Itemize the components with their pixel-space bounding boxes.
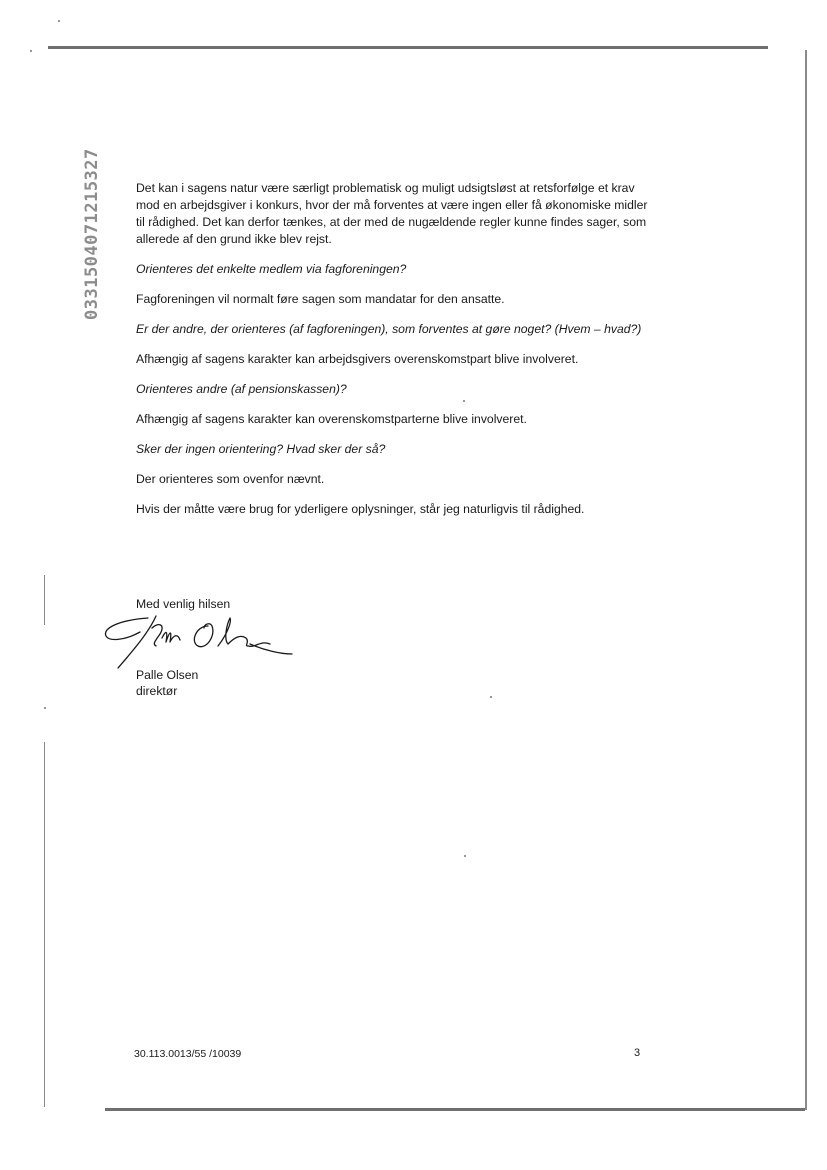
answer-paragraph: Fagforeningen vil normalt føre sagen som mandatar for den ansatte.: [136, 292, 505, 306]
archive-stamp: 0331504071215327: [82, 148, 102, 320]
closing-phrase: Med venlig hilsen: [136, 597, 231, 611]
bottom-scan-rule: [105, 1108, 805, 1111]
answer-paragraph: Hvis der måtte være brug for yderligere oplysninger, står jeg naturligvis til rådighed.: [136, 502, 585, 516]
question-paragraph: Orienteres andre (af pensionskassen)?: [136, 382, 347, 396]
scan-speck: [464, 855, 466, 857]
answer-paragraph: Afhængig af sagens karakter kan overenskomstparterne blive involveret.: [136, 412, 527, 426]
top-scan-rule: [48, 46, 768, 49]
letter-body: [136, 180, 656, 531]
page-number: 3: [634, 1047, 641, 1059]
signatory-block: [136, 667, 198, 699]
handwritten-signature: [100, 608, 300, 674]
answer-paragraph: Afhængig af sagens karakter kan arbejdsgivers overenskomstpart blive involveret.: [136, 352, 579, 366]
right-page-edge: [805, 50, 807, 1110]
question-paragraph: Sker der ingen orientering? Hvad sker der så?: [136, 442, 386, 456]
scan-speck: [30, 50, 32, 52]
signatory-title: direktør: [136, 684, 178, 698]
answer-paragraph: Det kan i sagens natur være særligt problematisk og muligt udsigtsløst at retsforfølge et krav mod en arbejdsgiver i konkurs, hvor der må forventes at være ingen eller få økonomiske midler til rådighed. Det kan derfor tænkes, at der med de nugældende regler kunne findes sager, som allerede af den grund ikke blev rejst.: [136, 181, 648, 246]
scan-speck: [490, 696, 492, 698]
scan-speck: [58, 20, 60, 22]
document-reference: 30.113.0013/55 /10039: [134, 1048, 242, 1060]
signatory-name: Palle Olsen: [136, 668, 199, 682]
left-scan-mark: [44, 742, 45, 1107]
left-scan-mark: [44, 575, 45, 625]
question-paragraph: Er der andre, der orienteres (af fagforeningen), som forventes at gøre noget? (Hvem – hvad?): [136, 322, 642, 336]
question-paragraph: Orienteres det enkelte medlem via fagforeningen?: [136, 262, 407, 276]
scan-speck: [44, 707, 46, 709]
answer-paragraph: Der orienteres som ovenfor nævnt.: [136, 472, 325, 486]
